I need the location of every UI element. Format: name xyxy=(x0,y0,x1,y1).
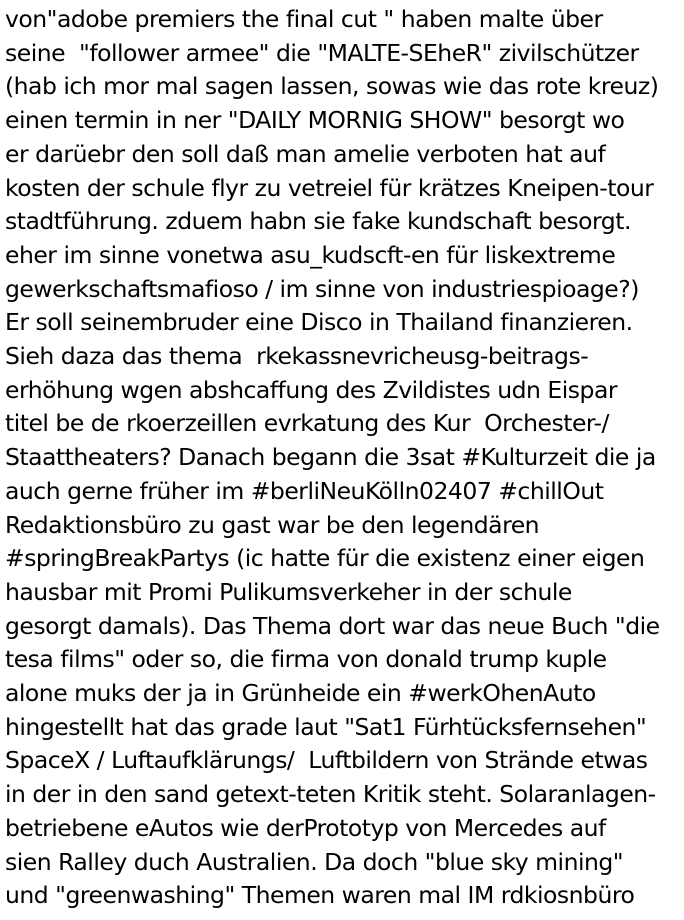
text-line-9: gewerkschaftsmafioso / im sinne von industriespioage?) xyxy=(5,274,639,303)
text-line-2: seine "follower armee" die "MALTE-SEheR" zivilschützer xyxy=(5,38,639,67)
text-line-12: erhöhung wgen abshcaffung des Zvildistes udn Eispar xyxy=(5,375,618,404)
text-line-19: gesorgt damals). Das Thema dort war das neue Buch "die xyxy=(5,611,660,640)
text-line-25: betriebene eAutos wie derPrototyp von Mercedes auf xyxy=(5,813,606,842)
text-line-3: (hab ich mor mal sagen lassen, sowas wie das rote kreuz) xyxy=(5,72,659,101)
text-line-20: tesa films" oder so, die firma von donald trump kuple xyxy=(5,645,607,674)
text-line-11: Sieh daza das thema rkekassnevricheusg-beitrags- xyxy=(5,342,589,371)
text-line-24: in der in den sand getext-teten Kritik steht. Solaranlagen- xyxy=(5,780,656,809)
text-block xyxy=(5,3,681,913)
text-line-13: titel be de rkoerzeillen evrkatung des Kur Orchester-/ xyxy=(5,409,609,438)
text-line-21: alone muks der ja in Grünheide ein #werkOhenAuto xyxy=(5,679,596,708)
text-line-1: von"adobe premiers the final cut " haben malte über xyxy=(5,5,603,33)
text-line-6: kosten der schule flyr zu vetreiel für krätzes Kneipen-tour xyxy=(5,173,654,202)
text-line-10: Er soll seinembruder eine Disco in Thailand finanzieren. xyxy=(5,308,633,337)
text-line-15: auch gerne früher im #berliNeuKölln02407 #chillOut xyxy=(5,476,604,505)
text-line-26: sien Ralley duch Australien. Da doch "blue sky mining" xyxy=(5,847,624,876)
text-line-7: stadtführung. zduem habn sie fake kundschaft besorgt. xyxy=(5,207,631,236)
text-line-5: er darüebr den soll daß man amelie verboten hat auf xyxy=(5,139,606,168)
text-line-27: und "greenwashing" Themen waren mal IM rdkiosnbüro xyxy=(5,881,635,910)
text-line-8: eher im sinne vonetwa asu_kudscft-en für liskextreme xyxy=(5,240,616,269)
text-line-17: #springBreakPartys (ic hatte für die existenz einer eigen xyxy=(5,544,645,573)
text-line-16: Redaktionsbüro zu gast war be den legendären xyxy=(5,510,540,539)
text-line-22: hingestellt hat das grade laut "Sat1 Fürhtücksfernsehen" xyxy=(5,712,647,741)
text-line-14: Staattheaters? Danach begann die 3sat #Kulturzeit die ja xyxy=(5,443,656,472)
text-line-18: hausbar mit Promi Pulikumsverkeher in der schule xyxy=(5,577,572,606)
text-line-4: einen termin in ner "DAILY MORNIG SHOW" besorgt wo xyxy=(5,106,625,135)
text-line-23: SpaceX / Luftaufklärungs/ Luftbildern von Strände etwas xyxy=(5,746,648,775)
